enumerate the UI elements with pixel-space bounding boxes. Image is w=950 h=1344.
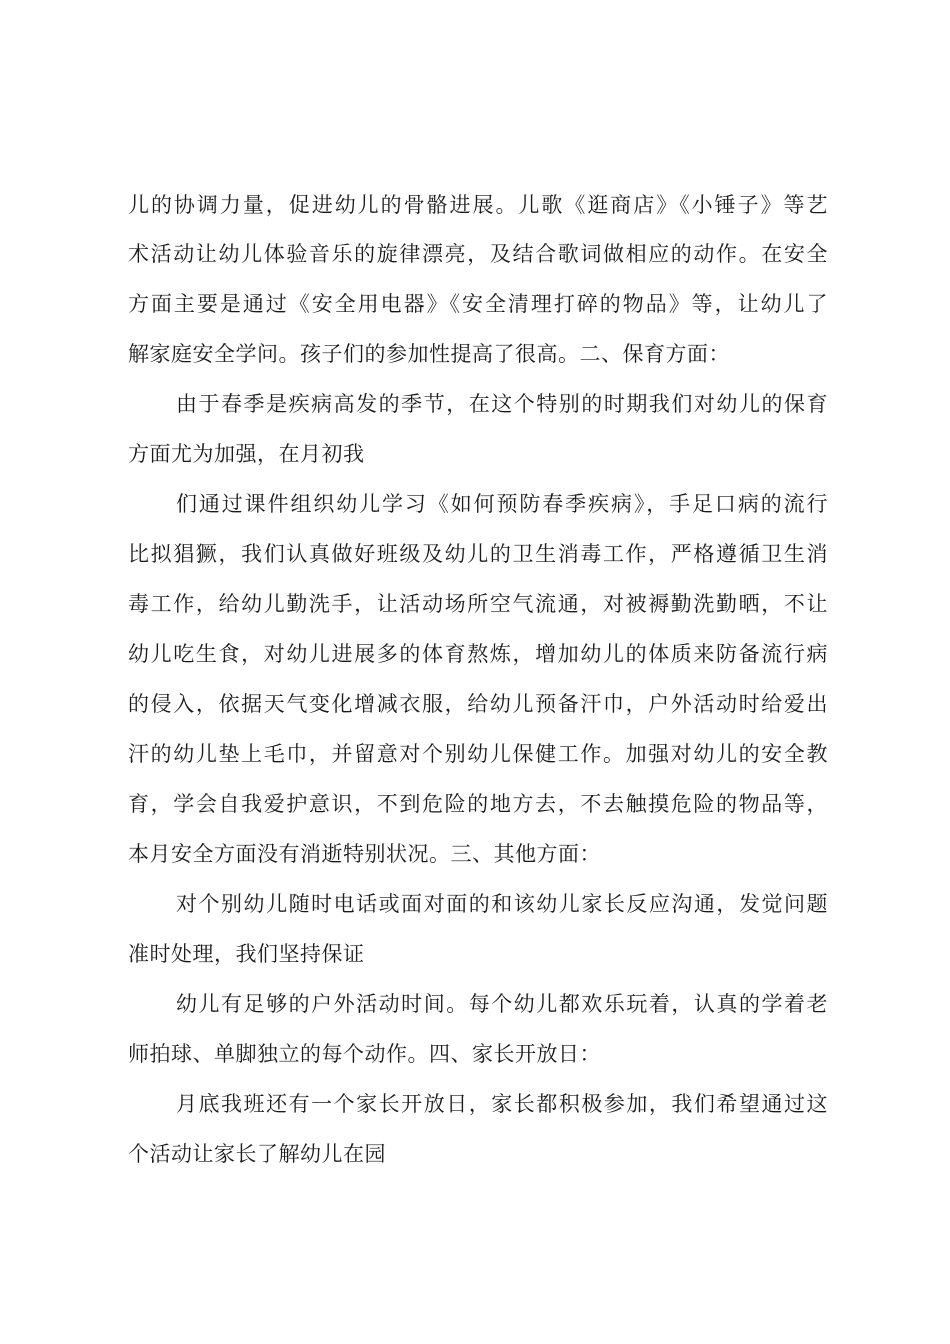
- text-line: 方面主要是通过《安全用电器》《安全清理打碎的物品》等，让幼儿了: [128, 292, 828, 316]
- text-line: 师拍球、单脚独立的每个动作。四、家长开放日：: [128, 1042, 601, 1066]
- text-line: 毒工作，给幼儿勤洗手，让活动场所空气流通，对被褥勤洗勤晒，不让: [128, 592, 828, 616]
- text-line: 方面尤为加强，在月初我: [128, 442, 365, 466]
- text-line: 本月安全方面没有消逝特别状况。三、其他方面：: [128, 842, 601, 866]
- text-line: 幼儿吃生食，对幼儿进展多的体育熬炼，增加幼儿的体质来防备流行病: [128, 642, 828, 666]
- paragraph-start-line: 幼儿有足够的户外活动时间。每个幼儿都欢乐玩着，认真的学着老: [176, 992, 828, 1016]
- text-line: 个活动让家长了解幼儿在园: [128, 1142, 386, 1166]
- paragraph-start-line: 由于春季是疾病高发的季节，在这个特别的时期我们对幼儿的保育: [176, 392, 828, 416]
- paragraph-start-line: 们通过课件组织幼儿学习《如何预防春季疾病》，手足口病的流行: [176, 492, 828, 516]
- paragraph-start-line: 对个别幼儿随时电话或面对面的和该幼儿家长反应沟通，发觉问题: [176, 892, 828, 916]
- paragraph-start-line: 月底我班还有一个家长开放日，家长都积极参加，我们希望通过这: [176, 1092, 828, 1116]
- text-line: 育，学会自我爱护意识，不到危险的地方去，不去触摸危险的物品等，: [128, 792, 828, 816]
- text-line: 儿的协调力量，促进幼儿的骨骼进展。儿歌《逛商店》《小锤子》等艺: [128, 193, 828, 217]
- text-line: 汗的幼儿垫上毛巾，并留意对个别幼儿保健工作。加强对幼儿的安全教: [128, 742, 828, 766]
- text-line: 的侵入，依据天气变化增减衣服，给幼儿预备汗巾，户外活动时给爱出: [128, 692, 828, 716]
- text-line: 比拟猖獗，我们认真做好班级及幼儿的卫生消毒工作，严格遵循卫生消: [128, 542, 828, 566]
- text-line: 术活动让幼儿体验音乐的旋律漂亮，及结合歌词做相应的动作。在安全: [128, 242, 828, 266]
- text-line: 准时处理，我们坚持保证: [128, 942, 365, 966]
- text-line: 解家庭安全学问。孩子们的参加性提高了很高。二、保育方面：: [128, 342, 730, 366]
